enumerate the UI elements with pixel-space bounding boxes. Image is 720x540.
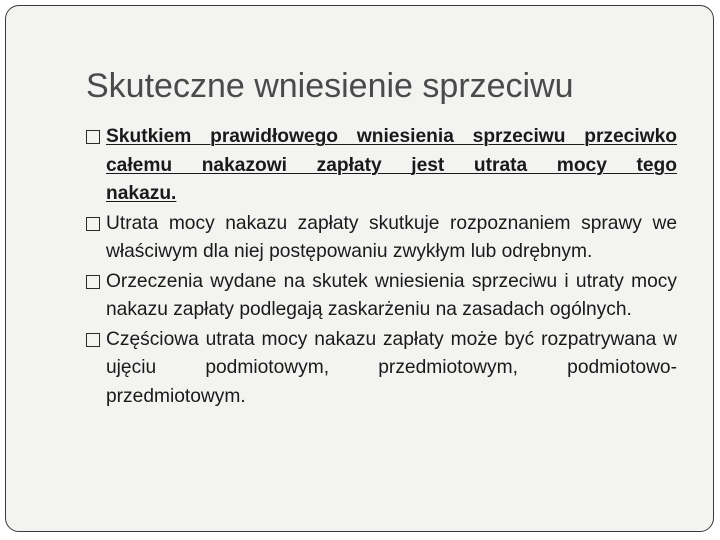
- checkbox-square-icon: [86, 217, 100, 231]
- checkbox-square-icon: [86, 275, 100, 289]
- bullet-item: [86, 326, 677, 412]
- bullet-text: Częściowa utrata mocy nakazu zapłaty może być rozpatrywana w ujęciu podmiotowym, przedmiotowym, podmiotowo-przedmiotowym.: [106, 328, 677, 407]
- slide-title: Skuteczne wniesienie sprzeciwu: [86, 67, 574, 105]
- bullet-item: [86, 210, 677, 267]
- bullet-text: Utrata mocy nakazu zapłaty skutkuje rozpoznaniem sprawy we właściwym dla niej postępowaniu zwykłym lub odrębnym.: [106, 212, 677, 262]
- bullet-text: Skutkiem prawidłowego wniesienia sprzeciwu przeciwko całemu nakazowi zapłaty jest utrata mocy tego nakazu.: [106, 126, 677, 204]
- checkbox-square-icon: [86, 333, 100, 347]
- bullet-item: [86, 268, 677, 325]
- bullet-text: Orzeczenia wydane na skutek wniesienia sprzeciwu i utraty mocy nakazu zapłaty podlegają zaskarżeniu na zasadach ogólnych.: [106, 270, 677, 320]
- slide-frame: [5, 5, 714, 532]
- bullet-list: [86, 123, 677, 411]
- checkbox-square-icon: [86, 130, 100, 144]
- bullet-item: [86, 123, 677, 209]
